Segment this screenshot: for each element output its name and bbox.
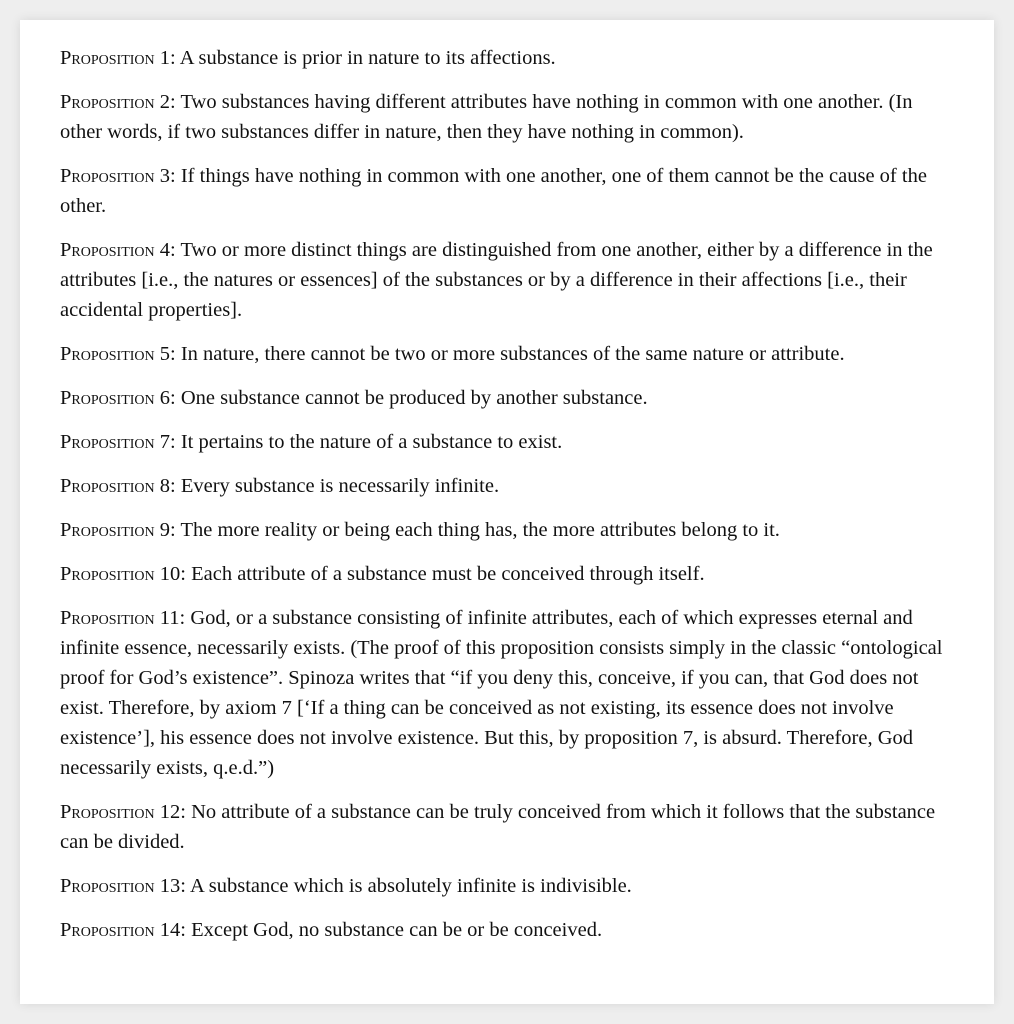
proposition-12: Proposition 12: No attribute of a substance can be truly conceived from which it follows that the substance can be divided. [60,801,936,853]
proposition-text: Two substances having different attributes have nothing in common with one another. (In other words, if two substances differ in nature, then they have nothing in common). [60,91,913,143]
proposition-label: Proposition 1 [60,47,171,69]
proposition-label: Proposition 3 [60,165,171,187]
proposition-text: A substance which is absolutely infinite is indivisible. [189,875,632,897]
proposition-2: Proposition 2: Two substances having different attributes have nothing in common with one another. (In other words, if two substances differ in nature, then they have nothing in common). [60,91,913,143]
proposition-10: Proposition 10: Each attribute of a substance must be conceived through itself. [60,563,705,585]
proposition-text: God, or a substance consisting of infinite attributes, each of which expresses eternal and infinite essence, necessarily exists. (The proof of this proposition consists simply in the classic “ontological proof for God’s existence”. Spinoza writes that “if you deny this, conceive, if you can, that God does not exist. Therefore, by axiom 7 [‘If a thing can be conceived as not existing, its essence does not involve existence’], his essence does not involve existence. But this, by proposition 7, is absurd. Therefore, God necessarily exists, q.e.d.”) [60,607,943,779]
proposition-14: Proposition 14: Except God, no substance can be or be conceived. [60,919,603,941]
proposition-label: Proposition 9 [60,519,171,541]
proposition-label: Proposition 11 [60,607,180,629]
proposition-text: No attribute of a substance can be truly conceived from which it follows that the substance can be divided. [60,801,936,853]
proposition-label: Proposition 5 [60,343,171,365]
proposition-label: Proposition 8 [60,475,171,497]
proposition-label: Proposition 14 [60,919,181,941]
proposition-label: Proposition 4 [60,239,171,261]
proposition-9: Proposition 9: The more reality or being each thing has, the more attributes belong to it. [60,519,780,541]
proposition-label: Proposition 7 [60,431,171,453]
proposition-11: Proposition 11: God, or a substance consisting of infinite attributes, each of which expresses eternal and infinite essence, necessarily exists. (The proof of this proposition consists simply in the classic “ontological proof for God’s existence”. Spinoza writes that “if you deny this, conceive, if you can, that God does not exist. Therefore, by axiom 7 [‘If a thing can be conceived as not existing, its essence does not involve existence’], his essence does not involve existence. But this, by proposition 7, is absurd. Therefore, God necessarily exists, q.e.d.”) [60,607,943,779]
proposition-text: Every substance is necessarily infinite. [180,475,500,497]
proposition-label: Proposition 2 [60,91,171,113]
proposition-4: Proposition 4: Two or more distinct things are distinguished from one another, either by a difference in the attributes [i.e., the natures or essences] of the substances or by a difference in their affections [i.e., their accidental properties]. [60,239,933,321]
proposition-6: Proposition 6: One substance cannot be produced by another substance. [60,387,648,409]
proposition-label: Proposition 12 [60,801,181,823]
proposition-text: Except God, no substance can be or be conceived. [191,919,603,941]
proposition-label: Proposition 13 [60,875,181,897]
proposition-text: One substance cannot be produced by another substance. [180,387,648,409]
document-card [20,20,994,1004]
proposition-13: Proposition 13: A substance which is absolutely infinite is indivisible. [60,875,632,897]
proposition-3: Proposition 3: If things have nothing in common with one another, one of them cannot be the cause of the other. [60,165,927,217]
proposition-label: Proposition 10 [60,563,181,585]
proposition-8: Proposition 8: Every substance is necessarily infinite. [60,475,500,497]
proposition-text: Each attribute of a substance must be conceived through itself. [191,563,705,585]
proposition-text: Two or more distinct things are distinguished from one another, either by a difference in the attributes [i.e., the natures or essences] of the substances or by a difference in their affections [i.e., their accidental properties]. [60,239,933,321]
proposition-text: If things have nothing in common with one another, one of them cannot be the cause of the other. [60,165,927,217]
proposition-5: Proposition 5: In nature, there cannot be two or more substances of the same nature or attribute. [60,343,845,365]
proposition-7: Proposition 7: It pertains to the nature of a substance to exist. [60,431,563,453]
proposition-text: The more reality or being each thing has, the more attributes belong to it. [180,519,780,541]
proposition-text: A substance is prior in nature to its affections. [179,47,556,69]
proposition-label: Proposition 6 [60,387,171,409]
proposition-1: Proposition 1: A substance is prior in nature to its affections. [60,47,556,69]
proposition-text: It pertains to the nature of a substance to exist. [180,431,563,453]
proposition-text: In nature, there cannot be two or more substances of the same nature or attribute. [180,343,845,365]
